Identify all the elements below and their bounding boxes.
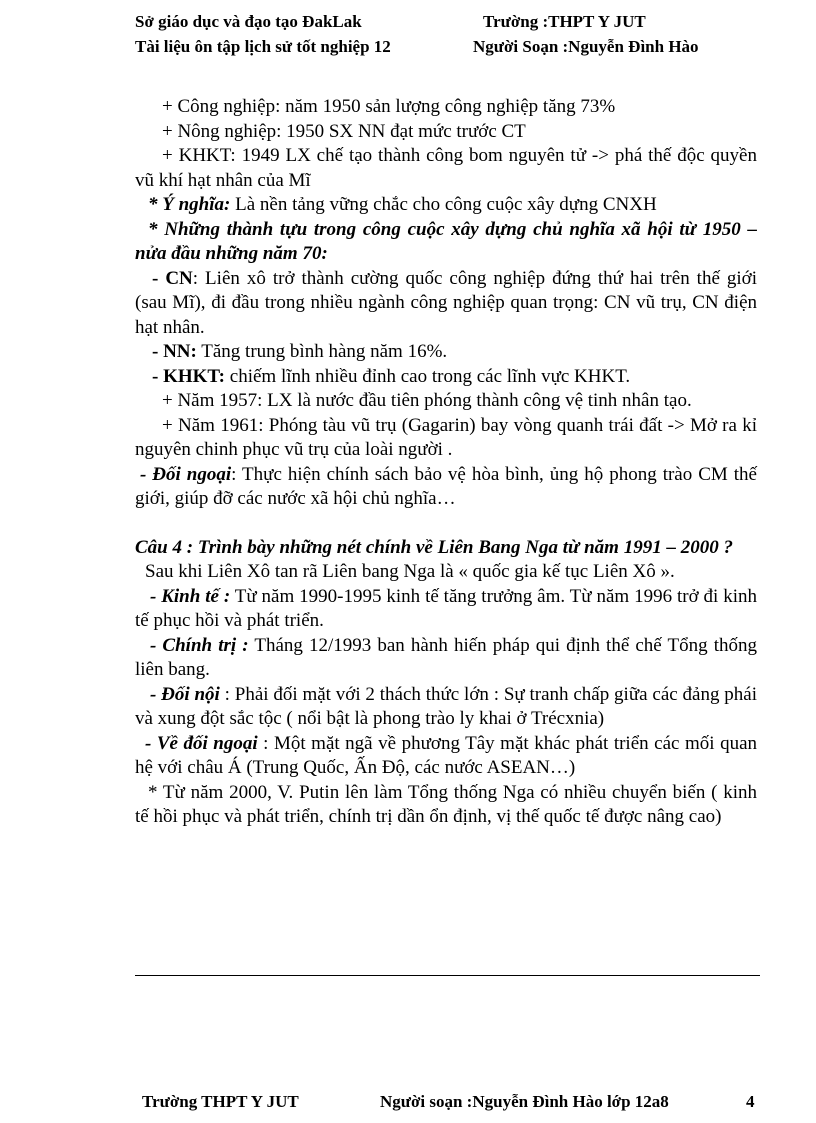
paragraph-foreign-policy: - Đối ngoại: Thực hiện chính sách bảo vệ hòa bình, ủng hộ phong trào CM thế giới, giúp đỡ các nước xã hội chủ nghĩa… — [135, 463, 757, 509]
document-body — [135, 95, 757, 830]
header-author: Người Soạn :Nguyễn Đình Hào — [473, 37, 699, 56]
footer-divider — [135, 975, 760, 976]
question-4-heading: Câu 4 : Trình bày những nét chính về Liên Bang Nga từ năm 1991 – 2000 ? — [135, 536, 733, 558]
section-heading-achievements: * Những thành tựu trong công cuộc xây dựng chủ nghĩa xã hội từ 1950 – nửa đầu những năm 70: — [135, 218, 757, 264]
paragraph-intro: Sau khi Liên Xô tan rã Liên bang Nga là « quốc gia kế tục Liên Xô ». — [145, 561, 675, 582]
paragraph-significance: * Ý nghĩa: Là nền tảng vững chắc cho công cuộc xây dựng CNXH — [148, 194, 657, 215]
paragraph-domestic: - Đối nội : Phải đối mặt với 2 thách thức lớn : Sự tranh chấp giữa các đảng phái và xung đột sắc tộc ( nổi bật là phong trào ly khai ở Trécxnia) — [135, 683, 757, 729]
spacer — [135, 512, 757, 536]
footer-school: Trường THPT Y JUT — [142, 1092, 299, 1111]
label-economy: - Kinh tế : — [150, 585, 231, 607]
header-document-title: Tài liệu ôn tập lịch sử tốt nghiệp 12 — [135, 37, 391, 56]
paragraph-politics: - Chính trị : Tháng 12/1993 ban hành hiến pháp qui định thể chế Tổng thống liên bang. — [135, 634, 757, 680]
paragraph-khkt: - KHKT: chiếm lĩnh nhiều đỉnh cao trong các lĩnh vực KHKT. — [152, 365, 631, 387]
page-number: 4 — [746, 1092, 755, 1111]
footer-author: Người soạn :Nguyễn Đình Hào lớp 12a8 — [380, 1092, 669, 1111]
label-significance: * Ý nghĩa: — [148, 194, 231, 215]
paragraph-nn: - NN: Tăng trung bình hàng năm 16%. — [152, 341, 448, 362]
label-foreign-relations: - Về đối ngoại — [145, 732, 258, 754]
label-nn: - NN: — [152, 341, 197, 362]
label-politics: - Chính trị : — [150, 634, 249, 656]
header-line-2 — [135, 37, 699, 57]
header-school: Trường :THPT Y JUT — [483, 12, 646, 31]
label-cn: - CN — [152, 267, 193, 289]
label-domestic: - Đối nội — [150, 683, 220, 705]
paragraph-industry: + Công nghiệp: năm 1950 sản lượng công nghiệp tăng 73% — [162, 96, 616, 117]
paragraph-foreign-relations: - Về đối ngoại : Một mặt ngã về phương Tây mặt khác phát triển các mối quan hệ với châu Á (Trung Quốc, Ấn Độ, các nước ASEAN…) — [135, 732, 758, 778]
header-line-1 — [135, 12, 646, 32]
paragraph-economy: - Kinh tế : Từ năm 1990-1995 kinh tế tăng trưởng âm. Từ năm 1996 trở đi kinh tế phục hồi và phát triển. — [135, 585, 758, 631]
paragraph-science: + KHKT: 1949 LX chế tạo thành công bom nguyên tử -> phá thế độc quyền vũ khí hạt nhân của Mĩ — [135, 145, 757, 191]
paragraph-cn: - CN: Liên xô trở thành cường quốc công nghiệp đứng thứ hai trên thế giới (sau Mĩ), đi đầu trong nhiều ngành công nghiệp quan trọng: CN vũ trụ, CN điện hạt nhân. — [135, 267, 757, 338]
header-department: Sở giáo dục và đạo tạo ĐakLak — [135, 12, 362, 31]
paragraph-1961: + Năm 1961: Phóng tàu vũ trụ (Gagarin) bay vòng quanh trái đất -> Mở ra kỉ nguyên chinh phục vũ trụ của loài người . — [135, 414, 757, 460]
label-foreign-policy: - Đối ngoại — [140, 463, 232, 485]
paragraph-putin: * Từ năm 2000, V. Putin lên làm Tổng thống Nga có nhiều chuyển biến ( kinh tế hồi phục và phát triển, chính trị dần ổn định, vị thế quốc tế được nâng cao) — [135, 781, 757, 827]
paragraph-agriculture: + Nông nghiệp: 1950 SX NN đạt mức trước CT — [162, 120, 526, 142]
paragraph-1957: + Năm 1957: LX là nước đầu tiên phóng thành công vệ tinh nhân tạo. — [162, 390, 692, 411]
label-khkt: - KHKT: — [152, 365, 226, 387]
